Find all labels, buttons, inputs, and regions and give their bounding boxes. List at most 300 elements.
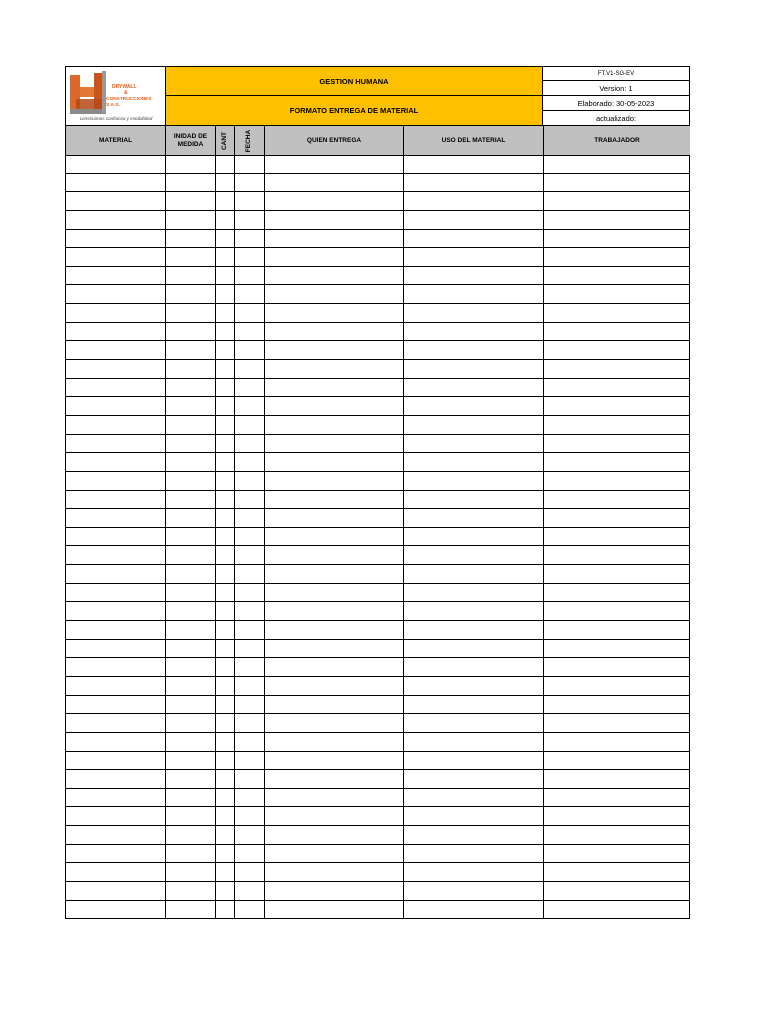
cell-unit[interactable] bbox=[166, 230, 216, 248]
cell-material-use[interactable] bbox=[404, 658, 544, 676]
cell-delivered-by[interactable] bbox=[265, 267, 404, 285]
cell-date[interactable] bbox=[235, 863, 265, 881]
cell-quantity[interactable] bbox=[216, 733, 235, 751]
cell-material-use[interactable] bbox=[404, 621, 544, 639]
cell-date[interactable] bbox=[235, 323, 265, 341]
cell-material-use[interactable] bbox=[404, 901, 544, 919]
cell-worker[interactable] bbox=[544, 453, 691, 471]
cell-material-use[interactable] bbox=[404, 248, 544, 266]
cell-date[interactable] bbox=[235, 267, 265, 285]
cell-unit[interactable] bbox=[166, 565, 216, 583]
table-row bbox=[66, 174, 689, 193]
cell-unit[interactable] bbox=[166, 752, 216, 770]
cell-delivered-by[interactable] bbox=[265, 845, 404, 863]
cell-material[interactable] bbox=[66, 528, 166, 546]
cell-date[interactable] bbox=[235, 714, 265, 732]
cell-quantity[interactable] bbox=[216, 509, 235, 527]
cell-worker[interactable] bbox=[544, 770, 691, 788]
cell-material-use[interactable] bbox=[404, 770, 544, 788]
cell-worker[interactable] bbox=[544, 752, 691, 770]
cell-material-use[interactable] bbox=[404, 882, 544, 900]
cell-material-use[interactable] bbox=[404, 230, 544, 248]
cell-date[interactable] bbox=[235, 826, 265, 844]
cell-delivered-by[interactable] bbox=[265, 435, 404, 453]
cell-date[interactable] bbox=[235, 789, 265, 807]
cell-delivered-by[interactable] bbox=[265, 640, 404, 658]
cell-quantity[interactable] bbox=[216, 211, 235, 229]
cell-delivered-by[interactable] bbox=[265, 360, 404, 378]
cell-date[interactable] bbox=[235, 807, 265, 825]
cell-quantity[interactable] bbox=[216, 584, 235, 602]
cell-worker[interactable] bbox=[544, 733, 691, 751]
cell-material[interactable] bbox=[66, 453, 166, 471]
cell-worker[interactable] bbox=[544, 602, 691, 620]
cell-unit[interactable] bbox=[166, 602, 216, 620]
cell-unit[interactable] bbox=[166, 379, 216, 397]
cell-worker[interactable] bbox=[544, 621, 691, 639]
cell-date[interactable] bbox=[235, 621, 265, 639]
cell-delivered-by[interactable] bbox=[265, 248, 404, 266]
cell-date[interactable] bbox=[235, 304, 265, 322]
cell-unit[interactable] bbox=[166, 770, 216, 788]
cell-unit[interactable] bbox=[166, 658, 216, 676]
cell-delivered-by[interactable] bbox=[265, 323, 404, 341]
cell-quantity[interactable] bbox=[216, 230, 235, 248]
cell-unit[interactable] bbox=[166, 826, 216, 844]
cell-material-use[interactable] bbox=[404, 807, 544, 825]
cell-material[interactable] bbox=[66, 677, 166, 695]
cell-quantity[interactable] bbox=[216, 882, 235, 900]
cell-unit[interactable] bbox=[166, 416, 216, 434]
cell-material-use[interactable] bbox=[404, 211, 544, 229]
cell-material-use[interactable] bbox=[404, 156, 544, 173]
cell-date[interactable] bbox=[235, 770, 265, 788]
cell-quantity[interactable] bbox=[216, 863, 235, 881]
cell-quantity[interactable] bbox=[216, 602, 235, 620]
cell-unit[interactable] bbox=[166, 863, 216, 881]
cell-worker[interactable] bbox=[544, 882, 691, 900]
cell-date[interactable] bbox=[235, 528, 265, 546]
cell-worker[interactable] bbox=[544, 807, 691, 825]
cell-worker[interactable] bbox=[544, 379, 691, 397]
cell-date[interactable] bbox=[235, 230, 265, 248]
cell-material-use[interactable] bbox=[404, 696, 544, 714]
cell-unit[interactable] bbox=[166, 397, 216, 415]
cell-date[interactable] bbox=[235, 174, 265, 192]
form-header bbox=[65, 66, 690, 155]
cell-unit[interactable] bbox=[166, 509, 216, 527]
cell-worker[interactable] bbox=[544, 491, 691, 509]
cell-quantity[interactable] bbox=[216, 491, 235, 509]
cell-material-use[interactable] bbox=[404, 677, 544, 695]
cell-material[interactable] bbox=[66, 546, 166, 564]
cell-date[interactable] bbox=[235, 192, 265, 210]
cell-date[interactable] bbox=[235, 845, 265, 863]
cell-delivered-by[interactable] bbox=[265, 621, 404, 639]
cell-material[interactable] bbox=[66, 752, 166, 770]
cell-date[interactable] bbox=[235, 696, 265, 714]
cell-quantity[interactable] bbox=[216, 304, 235, 322]
cell-material-use[interactable] bbox=[404, 472, 544, 490]
cell-date[interactable] bbox=[235, 882, 265, 900]
cell-material[interactable] bbox=[66, 789, 166, 807]
cell-delivered-by[interactable] bbox=[265, 174, 404, 192]
cell-quantity[interactable] bbox=[216, 528, 235, 546]
cell-material-use[interactable] bbox=[404, 360, 544, 378]
cell-unit[interactable] bbox=[166, 341, 216, 359]
cell-worker[interactable] bbox=[544, 658, 691, 676]
cell-quantity[interactable] bbox=[216, 696, 235, 714]
cell-material-use[interactable] bbox=[404, 491, 544, 509]
cell-delivered-by[interactable] bbox=[265, 807, 404, 825]
cell-material-use[interactable] bbox=[404, 845, 544, 863]
cell-delivered-by[interactable] bbox=[265, 230, 404, 248]
cell-worker[interactable] bbox=[544, 472, 691, 490]
cell-worker[interactable] bbox=[544, 341, 691, 359]
cell-material[interactable] bbox=[66, 416, 166, 434]
cell-material[interactable] bbox=[66, 621, 166, 639]
cell-date[interactable] bbox=[235, 156, 265, 173]
cell-material[interactable] bbox=[66, 230, 166, 248]
cell-material[interactable] bbox=[66, 714, 166, 732]
table-row bbox=[66, 304, 689, 323]
cell-delivered-by[interactable] bbox=[265, 901, 404, 919]
cell-unit[interactable] bbox=[166, 323, 216, 341]
cell-quantity[interactable] bbox=[216, 248, 235, 266]
cell-quantity[interactable] bbox=[216, 360, 235, 378]
cell-quantity[interactable] bbox=[216, 341, 235, 359]
cell-unit[interactable] bbox=[166, 285, 216, 303]
cell-material-use[interactable] bbox=[404, 714, 544, 732]
cell-material[interactable] bbox=[66, 696, 166, 714]
cell-worker[interactable] bbox=[544, 528, 691, 546]
cell-worker[interactable] bbox=[544, 304, 691, 322]
cell-material-use[interactable] bbox=[404, 602, 544, 620]
cell-quantity[interactable] bbox=[216, 658, 235, 676]
cell-date[interactable] bbox=[235, 360, 265, 378]
cell-material-use[interactable] bbox=[404, 416, 544, 434]
company-slogan: construimos confianza y estabilidad bbox=[79, 116, 153, 121]
cell-unit[interactable] bbox=[166, 156, 216, 173]
cell-date[interactable] bbox=[235, 341, 265, 359]
cell-date[interactable] bbox=[235, 248, 265, 266]
cell-material[interactable] bbox=[66, 640, 166, 658]
cell-material[interactable] bbox=[66, 397, 166, 415]
cell-material[interactable] bbox=[66, 323, 166, 341]
cell-worker[interactable] bbox=[544, 285, 691, 303]
cell-material-use[interactable] bbox=[404, 304, 544, 322]
cell-unit[interactable] bbox=[166, 789, 216, 807]
cell-material[interactable] bbox=[66, 174, 166, 192]
cell-material-use[interactable] bbox=[404, 733, 544, 751]
table-row bbox=[66, 397, 689, 416]
cell-delivered-by[interactable] bbox=[265, 696, 404, 714]
cell-worker[interactable] bbox=[544, 323, 691, 341]
cell-material-use[interactable] bbox=[404, 640, 544, 658]
cell-material[interactable] bbox=[66, 248, 166, 266]
cell-unit[interactable] bbox=[166, 677, 216, 695]
cell-delivered-by[interactable] bbox=[265, 584, 404, 602]
table-row bbox=[66, 416, 689, 435]
cell-unit[interactable] bbox=[166, 472, 216, 490]
cell-material[interactable] bbox=[66, 156, 166, 173]
cell-quantity[interactable] bbox=[216, 472, 235, 490]
cell-unit[interactable] bbox=[166, 640, 216, 658]
cell-material[interactable] bbox=[66, 379, 166, 397]
cell-worker[interactable] bbox=[544, 174, 691, 192]
cell-unit[interactable] bbox=[166, 901, 216, 919]
cell-quantity[interactable] bbox=[216, 416, 235, 434]
cell-delivered-by[interactable] bbox=[265, 789, 404, 807]
table-row bbox=[66, 565, 689, 584]
cell-delivered-by[interactable] bbox=[265, 826, 404, 844]
cell-date[interactable] bbox=[235, 565, 265, 583]
cell-material-use[interactable] bbox=[404, 174, 544, 192]
cell-unit[interactable] bbox=[166, 733, 216, 751]
cell-material[interactable] bbox=[66, 435, 166, 453]
cell-unit[interactable] bbox=[166, 267, 216, 285]
cell-material[interactable] bbox=[66, 584, 166, 602]
cell-quantity[interactable] bbox=[216, 714, 235, 732]
cell-quantity[interactable] bbox=[216, 640, 235, 658]
cell-material[interactable] bbox=[66, 360, 166, 378]
cell-worker[interactable] bbox=[544, 248, 691, 266]
cell-unit[interactable] bbox=[166, 174, 216, 192]
cell-date[interactable] bbox=[235, 416, 265, 434]
cell-material-use[interactable] bbox=[404, 453, 544, 471]
cell-delivered-by[interactable] bbox=[265, 304, 404, 322]
cell-material[interactable] bbox=[66, 770, 166, 788]
cell-quantity[interactable] bbox=[216, 770, 235, 788]
cell-quantity[interactable] bbox=[216, 901, 235, 919]
cell-unit[interactable] bbox=[166, 584, 216, 602]
cell-worker[interactable] bbox=[544, 640, 691, 658]
cell-material[interactable] bbox=[66, 863, 166, 881]
cell-material-use[interactable] bbox=[404, 509, 544, 527]
cell-material[interactable] bbox=[66, 826, 166, 844]
cell-material-use[interactable] bbox=[404, 192, 544, 210]
cell-material[interactable] bbox=[66, 211, 166, 229]
cell-material[interactable] bbox=[66, 733, 166, 751]
cell-unit[interactable] bbox=[166, 882, 216, 900]
cell-quantity[interactable] bbox=[216, 192, 235, 210]
cell-material[interactable] bbox=[66, 509, 166, 527]
company-logo bbox=[68, 69, 164, 123]
cell-unit[interactable] bbox=[166, 491, 216, 509]
cell-worker[interactable] bbox=[544, 360, 691, 378]
cell-material-use[interactable] bbox=[404, 267, 544, 285]
cell-quantity[interactable] bbox=[216, 789, 235, 807]
cell-worker[interactable] bbox=[544, 509, 691, 527]
cell-worker[interactable] bbox=[544, 192, 691, 210]
cell-delivered-by[interactable] bbox=[265, 509, 404, 527]
cell-date[interactable] bbox=[235, 435, 265, 453]
cell-delivered-by[interactable] bbox=[265, 770, 404, 788]
cell-delivered-by[interactable] bbox=[265, 528, 404, 546]
cell-worker[interactable] bbox=[544, 546, 691, 564]
cell-delivered-by[interactable] bbox=[265, 882, 404, 900]
cell-material[interactable] bbox=[66, 304, 166, 322]
table-row bbox=[66, 752, 689, 771]
cell-material[interactable] bbox=[66, 267, 166, 285]
cell-worker[interactable] bbox=[544, 845, 691, 863]
cell-material-use[interactable] bbox=[404, 752, 544, 770]
cell-material[interactable] bbox=[66, 565, 166, 583]
cell-worker[interactable] bbox=[544, 230, 691, 248]
cell-delivered-by[interactable] bbox=[265, 491, 404, 509]
cell-material[interactable] bbox=[66, 807, 166, 825]
cell-quantity[interactable] bbox=[216, 565, 235, 583]
cell-worker[interactable] bbox=[544, 677, 691, 695]
cell-worker[interactable] bbox=[544, 584, 691, 602]
cell-unit[interactable] bbox=[166, 546, 216, 564]
cell-date[interactable] bbox=[235, 509, 265, 527]
cell-unit[interactable] bbox=[166, 360, 216, 378]
cell-delivered-by[interactable] bbox=[265, 714, 404, 732]
cell-quantity[interactable] bbox=[216, 453, 235, 471]
cell-delivered-by[interactable] bbox=[265, 379, 404, 397]
cell-delivered-by[interactable] bbox=[265, 472, 404, 490]
cell-unit[interactable] bbox=[166, 192, 216, 210]
cell-delivered-by[interactable] bbox=[265, 341, 404, 359]
cell-quantity[interactable] bbox=[216, 379, 235, 397]
cell-material[interactable] bbox=[66, 341, 166, 359]
cell-delivered-by[interactable] bbox=[265, 453, 404, 471]
cell-quantity[interactable] bbox=[216, 677, 235, 695]
cell-delivered-by[interactable] bbox=[265, 733, 404, 751]
cell-delivered-by[interactable] bbox=[265, 677, 404, 695]
cell-material-use[interactable] bbox=[404, 528, 544, 546]
cell-unit[interactable] bbox=[166, 248, 216, 266]
cell-date[interactable] bbox=[235, 733, 265, 751]
cell-material[interactable] bbox=[66, 901, 166, 919]
cell-delivered-by[interactable] bbox=[265, 285, 404, 303]
cell-worker[interactable] bbox=[544, 826, 691, 844]
cell-material-use[interactable] bbox=[404, 826, 544, 844]
cell-delivered-by[interactable] bbox=[265, 863, 404, 881]
cell-unit[interactable] bbox=[166, 211, 216, 229]
cell-date[interactable] bbox=[235, 602, 265, 620]
cell-quantity[interactable] bbox=[216, 397, 235, 415]
cell-material-use[interactable] bbox=[404, 397, 544, 415]
table-row bbox=[66, 509, 689, 528]
cell-date[interactable] bbox=[235, 640, 265, 658]
cell-delivered-by[interactable] bbox=[265, 156, 404, 173]
cell-material[interactable] bbox=[66, 491, 166, 509]
cell-worker[interactable] bbox=[544, 863, 691, 881]
cell-unit[interactable] bbox=[166, 621, 216, 639]
cell-delivered-by[interactable] bbox=[265, 752, 404, 770]
cell-delivered-by[interactable] bbox=[265, 546, 404, 564]
cell-date[interactable] bbox=[235, 285, 265, 303]
cell-material[interactable] bbox=[66, 192, 166, 210]
cell-date[interactable] bbox=[235, 453, 265, 471]
cell-material-use[interactable] bbox=[404, 863, 544, 881]
cell-quantity[interactable] bbox=[216, 267, 235, 285]
cell-worker[interactable] bbox=[544, 565, 691, 583]
cell-unit[interactable] bbox=[166, 304, 216, 322]
cell-worker[interactable] bbox=[544, 901, 691, 919]
cell-material[interactable] bbox=[66, 882, 166, 900]
cell-date[interactable] bbox=[235, 491, 265, 509]
cell-quantity[interactable] bbox=[216, 285, 235, 303]
cell-worker[interactable] bbox=[544, 397, 691, 415]
cell-unit[interactable] bbox=[166, 845, 216, 863]
cell-quantity[interactable] bbox=[216, 156, 235, 173]
cell-delivered-by[interactable] bbox=[265, 565, 404, 583]
cell-date[interactable] bbox=[235, 752, 265, 770]
cell-material-use[interactable] bbox=[404, 285, 544, 303]
cell-material[interactable] bbox=[66, 658, 166, 676]
cell-date[interactable] bbox=[235, 584, 265, 602]
cell-delivered-by[interactable] bbox=[265, 397, 404, 415]
cell-date[interactable] bbox=[235, 658, 265, 676]
cell-worker[interactable] bbox=[544, 156, 691, 173]
cell-date[interactable] bbox=[235, 677, 265, 695]
cell-date[interactable] bbox=[235, 901, 265, 919]
cell-material-use[interactable] bbox=[404, 323, 544, 341]
cell-quantity[interactable] bbox=[216, 845, 235, 863]
cell-material-use[interactable] bbox=[404, 379, 544, 397]
cell-unit[interactable] bbox=[166, 714, 216, 732]
cell-material-use[interactable] bbox=[404, 789, 544, 807]
cell-date[interactable] bbox=[235, 211, 265, 229]
cell-delivered-by[interactable] bbox=[265, 211, 404, 229]
cell-worker[interactable] bbox=[544, 211, 691, 229]
cell-worker[interactable] bbox=[544, 416, 691, 434]
cell-date[interactable] bbox=[235, 546, 265, 564]
cell-worker[interactable] bbox=[544, 435, 691, 453]
cell-unit[interactable] bbox=[166, 696, 216, 714]
entry-table bbox=[65, 155, 690, 919]
cell-quantity[interactable] bbox=[216, 621, 235, 639]
cell-unit[interactable] bbox=[166, 453, 216, 471]
cell-unit[interactable] bbox=[166, 528, 216, 546]
cell-delivered-by[interactable] bbox=[265, 416, 404, 434]
cell-quantity[interactable] bbox=[216, 807, 235, 825]
cell-unit[interactable] bbox=[166, 435, 216, 453]
cell-date[interactable] bbox=[235, 472, 265, 490]
cell-worker[interactable] bbox=[544, 789, 691, 807]
cell-worker[interactable] bbox=[544, 714, 691, 732]
cell-material-use[interactable] bbox=[404, 435, 544, 453]
cell-material[interactable] bbox=[66, 602, 166, 620]
cell-material-use[interactable] bbox=[404, 546, 544, 564]
cell-delivered-by[interactable] bbox=[265, 658, 404, 676]
cell-worker[interactable] bbox=[544, 267, 691, 285]
cell-material-use[interactable] bbox=[404, 584, 544, 602]
cell-quantity[interactable] bbox=[216, 546, 235, 564]
cell-worker[interactable] bbox=[544, 696, 691, 714]
cell-material-use[interactable] bbox=[404, 341, 544, 359]
cell-quantity[interactable] bbox=[216, 435, 235, 453]
cell-material[interactable] bbox=[66, 845, 166, 863]
cell-delivered-by[interactable] bbox=[265, 192, 404, 210]
logo-cell bbox=[66, 67, 166, 125]
cell-date[interactable] bbox=[235, 397, 265, 415]
cell-date[interactable] bbox=[235, 379, 265, 397]
cell-quantity[interactable] bbox=[216, 323, 235, 341]
cell-quantity[interactable] bbox=[216, 752, 235, 770]
cell-material[interactable] bbox=[66, 472, 166, 490]
cell-quantity[interactable] bbox=[216, 826, 235, 844]
cell-unit[interactable] bbox=[166, 807, 216, 825]
table-row bbox=[66, 323, 689, 342]
cell-material-use[interactable] bbox=[404, 565, 544, 583]
cell-delivered-by[interactable] bbox=[265, 602, 404, 620]
cell-material[interactable] bbox=[66, 285, 166, 303]
cell-quantity[interactable] bbox=[216, 174, 235, 192]
